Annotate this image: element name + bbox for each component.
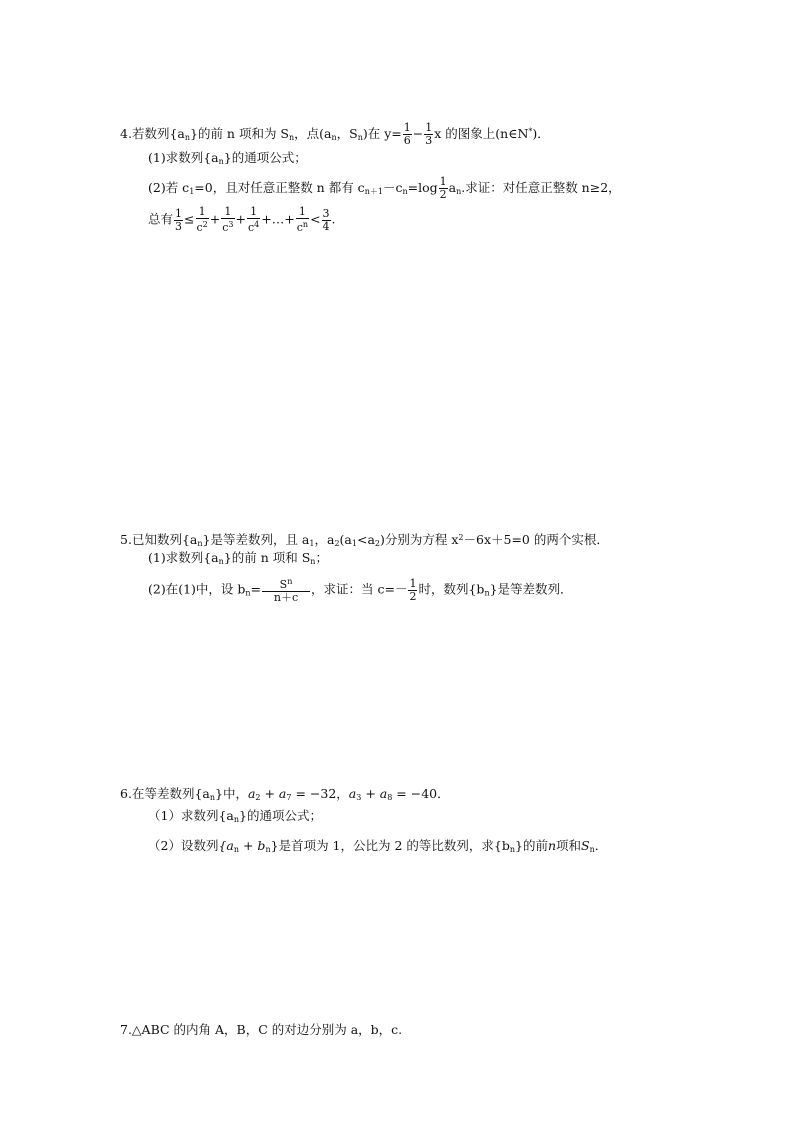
fraction: $\frac{3}{4}$ bbox=[322, 206, 330, 233]
problem-6-statement: 6.在等差数列$\{a_n\}$中，$a_2 + a_7 = -32$，$a_3 + a_8 = -40$． bbox=[120, 786, 450, 802]
problem-number: 4. bbox=[120, 126, 132, 141]
problem-5-part-2: (2)在(1)中，设 $b_n=$ $\frac{S^n}{n+c}$ ，求证：当 c=－ $\frac{1}{2}$ 时，数列$\{b_n\}$是等差数列． bbox=[148, 576, 573, 604]
problem-4-part-2: (2)若 $c_1=0$，且对任意正整数 n 都有 $c_{n+1}-c_n=\log$ $\frac{1}{2}$ $a_n$.求证：对任意正整数 n≥2， bbox=[148, 175, 621, 201]
fraction: $\frac{1}{6}$ bbox=[403, 121, 411, 147]
problem-5-part-1: (1)求数列$\{a_n\}$的前 n 项和 $S_n$； bbox=[148, 550, 328, 566]
problem-number: 5. bbox=[120, 532, 132, 547]
problem-number: 6. bbox=[120, 786, 132, 801]
problem-4-part-1: (1)求数列$\{a_n\}$的通项公式； bbox=[148, 150, 307, 166]
fraction: $\frac{1}{2}$ bbox=[409, 576, 417, 603]
fraction: $\frac{1}{3}$ bbox=[175, 206, 183, 233]
problem-7-statement: 7.△ABC 的内角 A，B，C 的对边分别为 a，b，c. bbox=[120, 1022, 403, 1037]
problem-6-part-2: （2）设数列$\{a_n + b_n\}$是首项为 1，公比为 2 的等比数列，求$\{b_n\}$的前n项和$S_n$． bbox=[148, 838, 608, 854]
fraction: $\frac{S^n}{n+c}$ bbox=[262, 576, 310, 604]
fraction: $\frac{1}{c^4}$ bbox=[248, 205, 260, 234]
problem-4-statement: 4.若数列$\{a_n\}$的前 n 项和为 $S_n$，点($a_n$，$S_n$)在 y= $\frac{1}{6}$ − $\frac{1}{3}$ x 的图象上(n∈N*)． bbox=[120, 121, 550, 147]
fraction: $\frac{1}{3}$ bbox=[425, 121, 433, 147]
problem-6-part-1: （1）求数列$\{a_n\}$的通项公式； bbox=[148, 808, 322, 824]
fraction: $\frac{1}{c^n}$ bbox=[296, 205, 309, 234]
problem-4-inequality: 总有 $\frac{1}{3}$ ≤ $\frac{1}{c^2}$ + $\frac{1}{c^3}$ + $\frac{1}{c^4}$ +…+ $\frac{1}{c^n}$ < $\frac{3}{4}$ . bbox=[148, 205, 336, 234]
fraction: $\frac{1}{c^2}$ bbox=[196, 205, 208, 234]
problem-5-statement: 5.已知数列$\{a_n\}$是等差数列，且 $a_1$，$a_2(a_1<a_2)$分别为方程 $x^2-6x+5=0$ 的两个实根． bbox=[120, 532, 609, 548]
fraction: $\frac{1}{c^3}$ bbox=[222, 205, 234, 234]
fraction: $\frac{1}{2}$ bbox=[439, 175, 447, 201]
